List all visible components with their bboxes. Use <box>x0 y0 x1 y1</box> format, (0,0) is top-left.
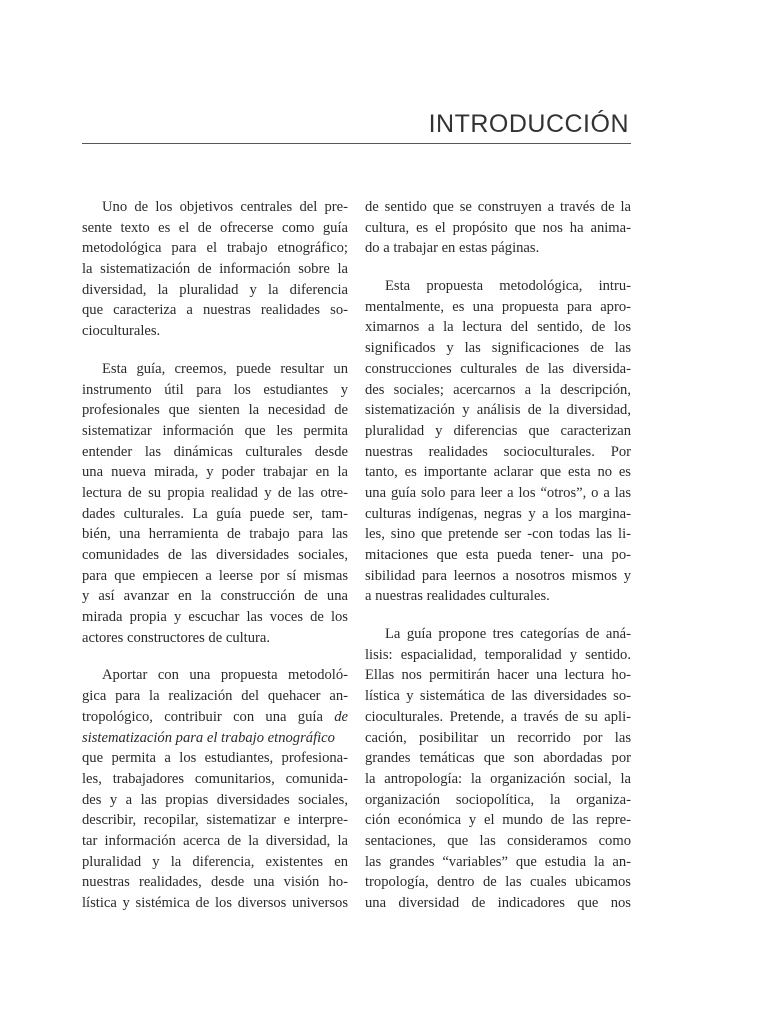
right-column <box>365 197 631 914</box>
text-line: mitaciones que esta pueda tener- una po- <box>365 547 631 563</box>
text-line: lística y sistemática de las diversidades so- <box>365 688 631 705</box>
page-title: INTRODUCCIÓN <box>428 110 629 138</box>
text-line: describir, recopilar, sistematizar e interpre- <box>82 812 348 829</box>
text-line: gica para la realización del quehacer an- <box>82 688 348 705</box>
text-line: significados y las significaciones de las <box>365 340 631 357</box>
text-line: la antropología: la organización social, la <box>365 770 631 787</box>
text-line: entender las dinámicas culturales desde <box>82 443 348 460</box>
text-line: cación, posibilitar un recorrido por las <box>365 729 631 746</box>
text-line: Uno de los objetivos centrales del pre- <box>102 199 348 215</box>
text-line: Aportar con una propuesta metodoló- <box>102 667 348 684</box>
text-line: les, trabajadores comunitarios, comunida- <box>82 770 348 787</box>
text-line: les, sino que pretende ser -con todas las li- <box>365 526 631 543</box>
text-line: comunidades de las diversidades sociales, <box>82 547 348 563</box>
paragraph <box>82 665 348 913</box>
text-line: la sistematización de información sobre la <box>82 261 348 278</box>
text-line: profesionales que sienten la necesidad de <box>82 402 348 419</box>
text-line: las grandes “variables” que estudia la an- <box>365 853 631 870</box>
text-line: dades culturales. La guía puede ser, tam- <box>82 505 348 522</box>
text-line: La guía propone tres categorías de aná- <box>385 626 631 643</box>
text-line: tropología, dentro de las cuales ubicamos <box>365 874 631 891</box>
text-line: construcciones culturales de las diversida- <box>365 360 631 377</box>
paragraph <box>365 197 631 259</box>
text-line: que permita a los estudiantes, profesiona- <box>82 750 348 767</box>
text-line: des y a las propias diversidades sociales, <box>82 791 348 808</box>
paragraph <box>365 624 631 914</box>
text-line: Esta propuesta metodológica, intru- <box>385 278 631 295</box>
paragraph <box>365 276 631 607</box>
text-fragment: tropológico, contribuir con una guía <box>82 708 323 725</box>
text-line: que caracteriza a nuestras realidades so- <box>82 302 348 319</box>
italic-word: de <box>334 708 348 725</box>
text-line: sentaciones, que las consideramos como <box>365 832 631 849</box>
text-line: do a trabajar en estas páginas. <box>365 240 540 257</box>
text-line: lectura de su propia realidad y de las otre- <box>82 484 348 501</box>
left-column <box>82 197 348 914</box>
text-line: cioculturales. <box>82 323 161 340</box>
text-line: sente texto es el de ofrecerse como guía <box>82 219 348 236</box>
text-line: pluralidad y la diferencia, existentes en <box>82 853 348 870</box>
text-line: una nueva mirada, y poder trabajar en la <box>82 464 348 481</box>
text-line: culturas indígenas, negras y a los margina- <box>365 505 631 522</box>
header-rule <box>82 143 631 144</box>
text-line: nuestras realidades, desde una visión ho- <box>82 874 348 891</box>
text-line: cioculturales. Pretende, a través de su apli- <box>365 708 631 725</box>
text-line: mentalmente, es una propuesta para apro- <box>365 298 631 315</box>
text-line: una guía solo para leer a los “otros”, o a las <box>365 484 631 501</box>
text-line: sistematización y análisis de la diversidad, <box>365 402 631 419</box>
text-line: grandes temáticas que son abordadas por <box>365 750 631 767</box>
text-line: tanto, es importante aclarar que esta no es <box>365 464 631 481</box>
text-line: metodológica para el trabajo etnográfico; <box>82 240 348 257</box>
text-line: y así avanzar en la construcción de una <box>82 588 348 605</box>
text-line: ción económica y el mundo de las repre- <box>365 812 631 829</box>
text-line: para que empiecen a leerse por sí mismas <box>82 567 348 584</box>
text-line <box>82 707 348 728</box>
text-line: actores constructores de cultura. <box>82 629 271 646</box>
italic-title-line: sistematización para el trabajo etnográfico <box>82 729 335 746</box>
paragraph <box>82 197 348 342</box>
text-line: pluralidad y diferencias que caracterizan <box>365 422 631 439</box>
text-line: diversidad, la pluralidad y la diferencia <box>82 281 348 298</box>
text-line: organización sociopolítica, la organiza- <box>365 791 631 808</box>
text-line: lisis: espacialidad, temporalidad y sentido. <box>365 646 631 663</box>
text-line: instrumento útil para los estudiantes y <box>82 381 348 398</box>
text-line: nuestras realidades socioculturales. Por <box>365 443 631 460</box>
text-line: Esta guía, creemos, puede resultar un <box>102 360 348 377</box>
text-line: cultura, es el propósito que nos ha anima- <box>365 219 631 236</box>
text-line: a nuestras realidades culturales. <box>365 588 550 605</box>
text-line: sistematizar información que les permita <box>82 422 348 439</box>
text-line: sibilidad para leernos a nosotros mismos y <box>365 567 631 584</box>
text-line: mirada propia y escuchar las voces de los <box>82 609 348 626</box>
paragraph <box>82 359 348 649</box>
text-line: des sociales; acercarnos a la descripción, <box>365 381 631 398</box>
text-line: tar información acerca de la diversidad, la <box>82 832 348 849</box>
text-line: ximarnos a la lectura del sentido, de los <box>365 319 631 336</box>
text-line: una diversidad de indicadores que nos <box>365 895 631 911</box>
text-line: Ellas nos permitirán hacer una lectura ho- <box>365 667 631 684</box>
text-line: bién, una herramienta de trabajo para las <box>82 526 348 543</box>
text-line: lística y sistémica de los diversos universos <box>82 895 348 911</box>
text-line: de sentido que se construyen a través de la <box>365 199 631 215</box>
